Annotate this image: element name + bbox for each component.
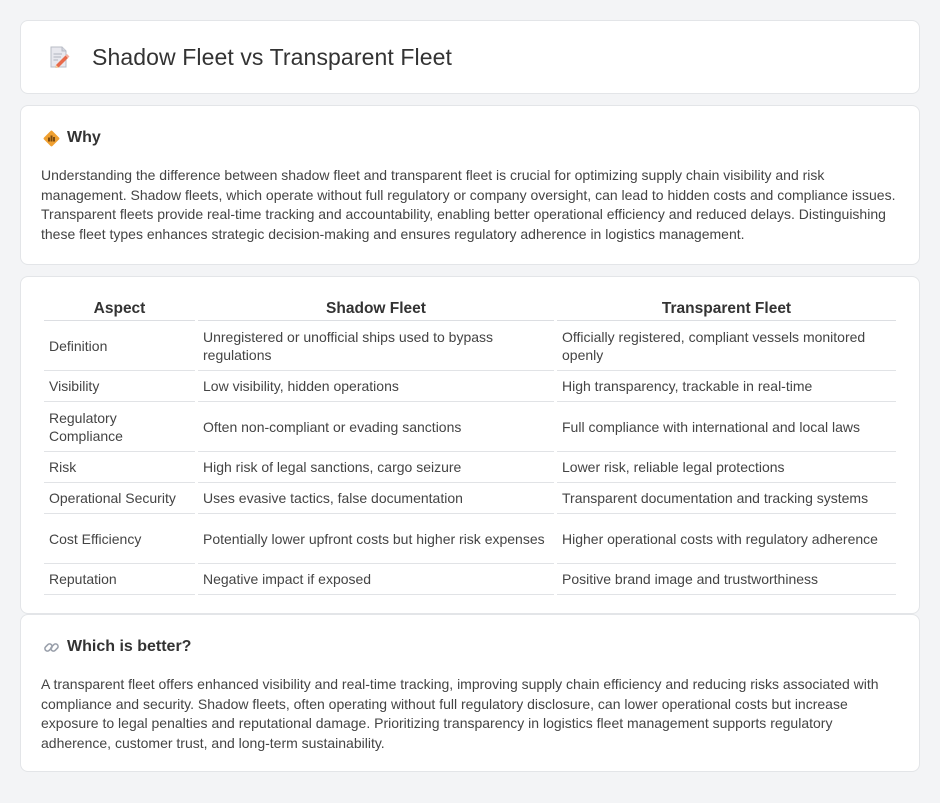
- comparison-table-card: [20, 276, 920, 614]
- cell-transparent: High transparency, trackable in real-time: [557, 371, 896, 402]
- table-row: [44, 321, 896, 371]
- better-title: Which is better?: [67, 638, 192, 655]
- cell-shadow: Potentially lower upfront costs but higher risk expenses: [198, 514, 554, 564]
- table-header-row: [44, 297, 896, 321]
- cell-aspect: Regulatory Compliance: [44, 402, 195, 452]
- table-row: [44, 402, 896, 452]
- why-text: Understanding the difference between shadow fleet and transparent fleet is crucial for optimizing supply chain visibility and risk management. Shadow fleets, which operate without full regulatory or company oversight, can lead to hidden costs and compliance issues. Transparent fleets provide real-time tracking and accountability, enabling better operational efficiency and reduced delays. Distinguishing these fleet types enhances strategic decision-making and ensures regulatory adherence in logistics management.: [41, 167, 896, 242]
- header-aspect: Aspect: [44, 297, 195, 321]
- document-pencil-icon: [47, 45, 71, 69]
- cell-shadow: Negative impact if exposed: [198, 564, 554, 595]
- cell-shadow: Low visibility, hidden operations: [198, 371, 554, 402]
- cell-transparent: Officially registered, compliant vessels monitored openly: [557, 321, 896, 371]
- better-text: A transparent fleet offers enhanced visibility and real-time tracking, improving supply chain efficiency and reducing risks associated with compliance and security. Shadow fleets, often operating without full regulatory disclosure, can lower operational costs but increase exposure to legal penalties and reputational damage. Prioritizing transparency in logistics fleet management supports regulatory adherence, customer trust, and long-term sustainability.: [41, 676, 879, 751]
- cell-shadow: Uses evasive tactics, false documentation: [198, 483, 554, 514]
- cell-aspect: Reputation: [44, 564, 195, 595]
- cell-transparent: Lower risk, reliable legal protections: [557, 452, 896, 483]
- cell-aspect: Cost Efficiency: [44, 514, 195, 564]
- which-is-better-section: [20, 614, 920, 772]
- comparison-table: [41, 297, 899, 595]
- why-section: [20, 105, 920, 265]
- cell-shadow: Often non-compliant or evading sanctions: [198, 402, 554, 452]
- why-heading: [41, 129, 899, 147]
- table-row: [44, 514, 896, 564]
- table-row: [44, 452, 896, 483]
- why-title: Why: [67, 129, 101, 146]
- better-heading: [41, 638, 899, 656]
- page-title: Shadow Fleet vs Transparent Fleet: [92, 43, 452, 70]
- header-card: [20, 20, 920, 94]
- diamond-sign-icon: [43, 130, 60, 147]
- table-row: [44, 483, 896, 514]
- cell-transparent: Full compliance with international and local laws: [557, 402, 896, 452]
- cell-aspect: Operational Security: [44, 483, 195, 514]
- cell-shadow: Unregistered or unofficial ships used to bypass regulations: [198, 321, 554, 371]
- table-row: [44, 564, 896, 595]
- link-icon: [43, 639, 60, 656]
- header-shadow-fleet: Shadow Fleet: [198, 297, 554, 321]
- cell-transparent: Higher operational costs with regulatory adherence: [557, 514, 896, 564]
- table-row: [44, 371, 896, 402]
- cell-transparent: Transparent documentation and tracking systems: [557, 483, 896, 514]
- cell-transparent: Positive brand image and trustworthiness: [557, 564, 896, 595]
- header-transparent-fleet: Transparent Fleet: [557, 297, 896, 321]
- cell-aspect: Risk: [44, 452, 195, 483]
- cell-aspect: Definition: [44, 321, 195, 371]
- cell-shadow: High risk of legal sanctions, cargo seizure: [198, 452, 554, 483]
- cell-aspect: Visibility: [44, 371, 195, 402]
